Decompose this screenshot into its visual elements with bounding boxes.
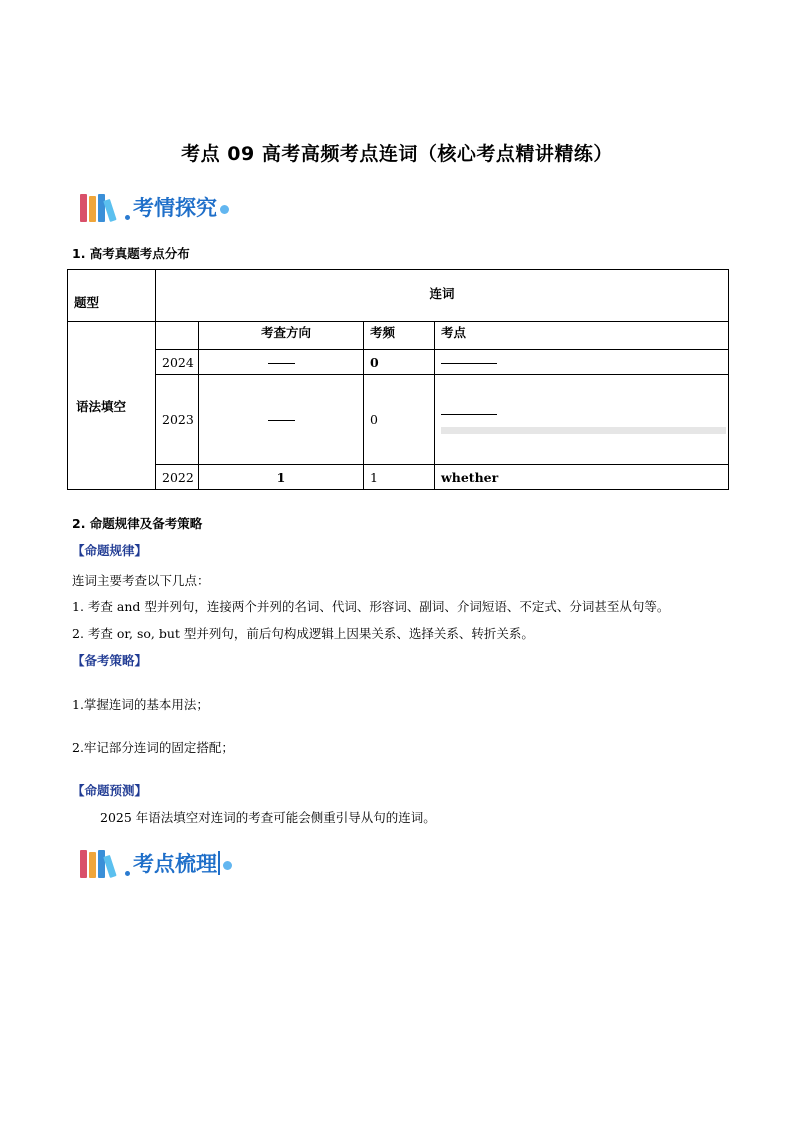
key-points-banner [80, 846, 232, 880]
table-header-row [68, 270, 729, 322]
exam-analysis-banner [80, 190, 229, 224]
section-heading: 1. 高考真题考点分布 [72, 246, 190, 261]
header-topic: 连词 [156, 270, 729, 322]
rule-item: 1. 考查 and 型并列句，连接两个并列的名词、代词、形容词、副词、介词短语、不定式、分词甚至从句等。 [72, 599, 670, 614]
circle-icon [220, 205, 229, 214]
frequency-cell: 0 [364, 375, 435, 465]
table-row [68, 465, 729, 490]
strategy-label: 【备考策略】 [72, 653, 148, 668]
dot-icon [125, 871, 130, 876]
year-cell: 2024 [156, 350, 199, 375]
year-cell: 2022 [156, 465, 199, 490]
strategy-item: 2.牢记部分连词的固定搭配； [72, 740, 234, 755]
direction-cell [199, 375, 364, 465]
subheader-direction: 考查方向 [199, 322, 364, 350]
books-icon [80, 848, 119, 878]
table-row [68, 350, 729, 375]
table-row [68, 375, 729, 465]
strategy-item: 1.掌握连词的基本用法； [72, 697, 209, 712]
rules-intro: 连词主要考查以下几点： [72, 573, 210, 588]
page-title: 考点 09 高考高频考点连词（核心考点精讲精练） [181, 143, 613, 165]
exam-distribution-table [67, 269, 729, 490]
forecast-label: 【命题预测】 [72, 783, 148, 798]
forecast-text: 2025 年语法填空对连词的考查可能会侧重引导从句的连词。 [100, 810, 436, 825]
table-subheader-row [68, 322, 729, 350]
frequency-cell: 0 [364, 350, 435, 375]
frequency-cell: 1 [364, 465, 435, 490]
rule-item: 2. 考查 or, so, but 型并列句，前后句构成逻辑上因果关系、选择关系、转折关系。 [72, 626, 534, 641]
point-cell [435, 350, 729, 375]
header-type: 题型 [68, 270, 156, 322]
subheader-frequency: 考频 [364, 322, 435, 350]
banner-title: 考情探究 [133, 196, 217, 220]
dot-icon [125, 215, 130, 220]
direction-cell: 1 [199, 465, 364, 490]
point-cell [435, 375, 729, 465]
rules-label: 【命题规律】 [72, 543, 148, 558]
row-label: 语法填空 [68, 322, 156, 490]
subheader-point: 考点 [435, 322, 729, 350]
section-heading: 2. 命题规律及备考策略 [72, 516, 203, 531]
text-cursor [218, 851, 220, 875]
banner-title: 考点梳理 [133, 852, 217, 876]
direction-cell [199, 350, 364, 375]
books-icon [80, 192, 119, 222]
circle-icon [223, 861, 232, 870]
point-cell: whether [435, 465, 729, 490]
year-cell: 2023 [156, 375, 199, 465]
